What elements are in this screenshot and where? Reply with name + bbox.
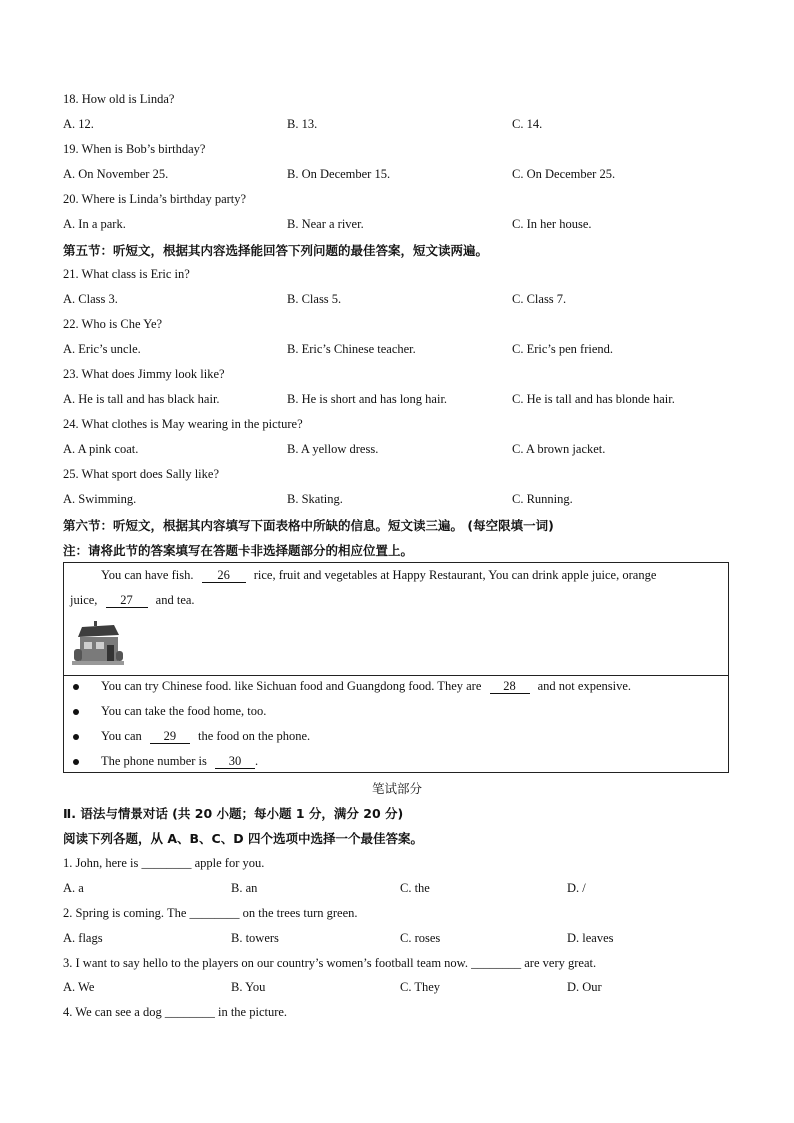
- question-19: 19. When is Bob’s birthday?: [63, 142, 206, 156]
- written-question-4: 4. We can see a dog ________ in the picture.: [63, 1005, 288, 1019]
- table-bullet-4: [101, 754, 258, 769]
- restaurant-building-icon: [72, 619, 124, 665]
- q22-option-a: A. Eric’s uncle.: [63, 342, 141, 356]
- q24-option-a: A. A pink coat.: [63, 442, 139, 456]
- q25-option-b: B. Skating.: [287, 492, 343, 506]
- w-q1-option-a: A. a: [63, 881, 84, 895]
- blank-28[interactable]: 28: [490, 680, 530, 694]
- q23-option-a: A. He is tall and has black hair.: [63, 392, 220, 406]
- bullet-3-before: You can: [101, 729, 142, 743]
- table-bullet-2: You can take the food home, too.: [101, 704, 267, 718]
- bullet-4-after: .: [255, 754, 259, 768]
- table-paragraph-2: [70, 593, 195, 608]
- q20-option-c: C. In her house.: [512, 217, 592, 231]
- blank-29[interactable]: 29: [150, 730, 190, 744]
- written-question-2: 2. Spring is coming. The ________ on the trees turn green.: [63, 906, 358, 920]
- q20-option-a: A. In a park.: [63, 217, 126, 231]
- table-p2-after: and tea.: [155, 593, 195, 607]
- bullet-1-after: and not expensive.: [537, 679, 632, 693]
- section-5-title: 第五节：听短文，根据其内容选择能回答下列问题的最佳答案，短文读两遍。: [63, 243, 489, 258]
- w-q2-option-c: C. roses: [400, 931, 441, 945]
- table-bullet-3: [101, 729, 310, 744]
- table-divider: [64, 675, 728, 676]
- blank-30[interactable]: 30: [215, 755, 255, 769]
- w-q2-option-a: A. flags: [63, 931, 103, 945]
- bullet-3-after: the food on the phone.: [198, 729, 311, 743]
- section-6-title: 第六节：听短文，根据其内容填写下面表格中所缺的信息。短文读三遍。 (每空限填一词): [63, 518, 554, 533]
- q21-option-b: B. Class 5.: [287, 292, 342, 306]
- w-q1-option-d: D. /: [567, 881, 586, 895]
- q25-option-a: A. Swimming.: [63, 492, 137, 506]
- q22-option-b: B. Eric’s Chinese teacher.: [287, 342, 416, 356]
- question-21: 21. What class is Eric in?: [63, 267, 190, 281]
- table-p1-after: rice, fruit and vegetables at Happy Restaurant, You can drink apple juice, orange: [253, 568, 657, 582]
- written-question-3: 3. I want to say hello to the players on our country’s women’s football team now. ________ are very great.: [63, 956, 597, 970]
- bullet-4-before: The phone number is: [101, 754, 207, 768]
- written-section-title: 笔试部分: [371, 781, 422, 796]
- q24-option-b: B. A yellow dress.: [287, 442, 379, 456]
- bullet-icon: [73, 759, 79, 765]
- bullet-1-before: You can try Chinese food. like Sichuan food and Guangdong food. They are: [101, 679, 482, 693]
- table-p2-before: juice,: [70, 593, 98, 607]
- question-20: 20. Where is Linda’s birthday party?: [63, 192, 247, 206]
- q20-option-b: B. Near a river.: [287, 217, 364, 231]
- w-q1-option-c: C. the: [400, 881, 430, 895]
- q18-option-c: C. 14.: [512, 117, 543, 131]
- question-24: 24. What clothes is May wearing in the picture?: [63, 417, 303, 431]
- w-q3-option-b: B. You: [231, 980, 266, 994]
- blank-26[interactable]: 26: [202, 569, 246, 583]
- bullet-icon: [73, 684, 79, 690]
- question-23: 23. What does Jimmy look like?: [63, 367, 225, 381]
- q18-option-a: A. 12.: [63, 117, 94, 131]
- q18-option-b: B. 13.: [287, 117, 318, 131]
- q22-option-c: C. Eric’s pen friend.: [512, 342, 614, 356]
- q19-option-b: B. On December 15.: [287, 167, 391, 181]
- table-paragraph-1: [101, 568, 656, 583]
- question-25: 25. What sport does Sally like?: [63, 467, 219, 481]
- question-18: 18. How old is Linda?: [63, 92, 175, 106]
- table-p1-before: You can have fish.: [101, 568, 194, 582]
- w-q2-option-b: B. towers: [231, 931, 279, 945]
- w-q3-option-c: C. They: [400, 980, 441, 994]
- w-q1-option-b: B. an: [231, 881, 258, 895]
- w-q3-option-d: D. Our: [567, 980, 602, 994]
- question-22: 22. Who is Che Ye?: [63, 317, 163, 331]
- section-6-note: 注：请将此节的答案填写在答题卡非选择题部分的相应位置上。: [63, 543, 414, 558]
- blank-27[interactable]: 27: [106, 594, 148, 608]
- table-bullet-1: [101, 679, 631, 694]
- part-2-instruction: 阅读下列各题，从 A、B、C、D 四个选项中选择一个最佳答案。: [63, 831, 423, 846]
- q25-option-c: C. Running.: [512, 492, 573, 506]
- bullet-icon: [73, 709, 79, 715]
- written-question-1: 1. John, here is ________ apple for you.: [63, 856, 265, 870]
- q23-option-b: B. He is short and has long hair.: [287, 392, 448, 406]
- q19-option-a: A. On November 25.: [63, 167, 169, 181]
- part-2-title: Ⅱ. 语法与情景对话 (共 20 小题；每小题 1 分，满分 20 分): [63, 806, 404, 821]
- fill-in-table: [63, 562, 729, 773]
- w-q3-option-a: A. We: [63, 980, 95, 994]
- q19-option-c: C. On December 25.: [512, 167, 616, 181]
- w-q2-option-d: D. leaves: [567, 931, 614, 945]
- q24-option-c: C. A brown jacket.: [512, 442, 606, 456]
- q21-option-a: A. Class 3.: [63, 292, 118, 306]
- q21-option-c: C. Class 7.: [512, 292, 567, 306]
- q23-option-c: C. He is tall and has blonde hair.: [512, 392, 675, 406]
- bullet-icon: [73, 734, 79, 740]
